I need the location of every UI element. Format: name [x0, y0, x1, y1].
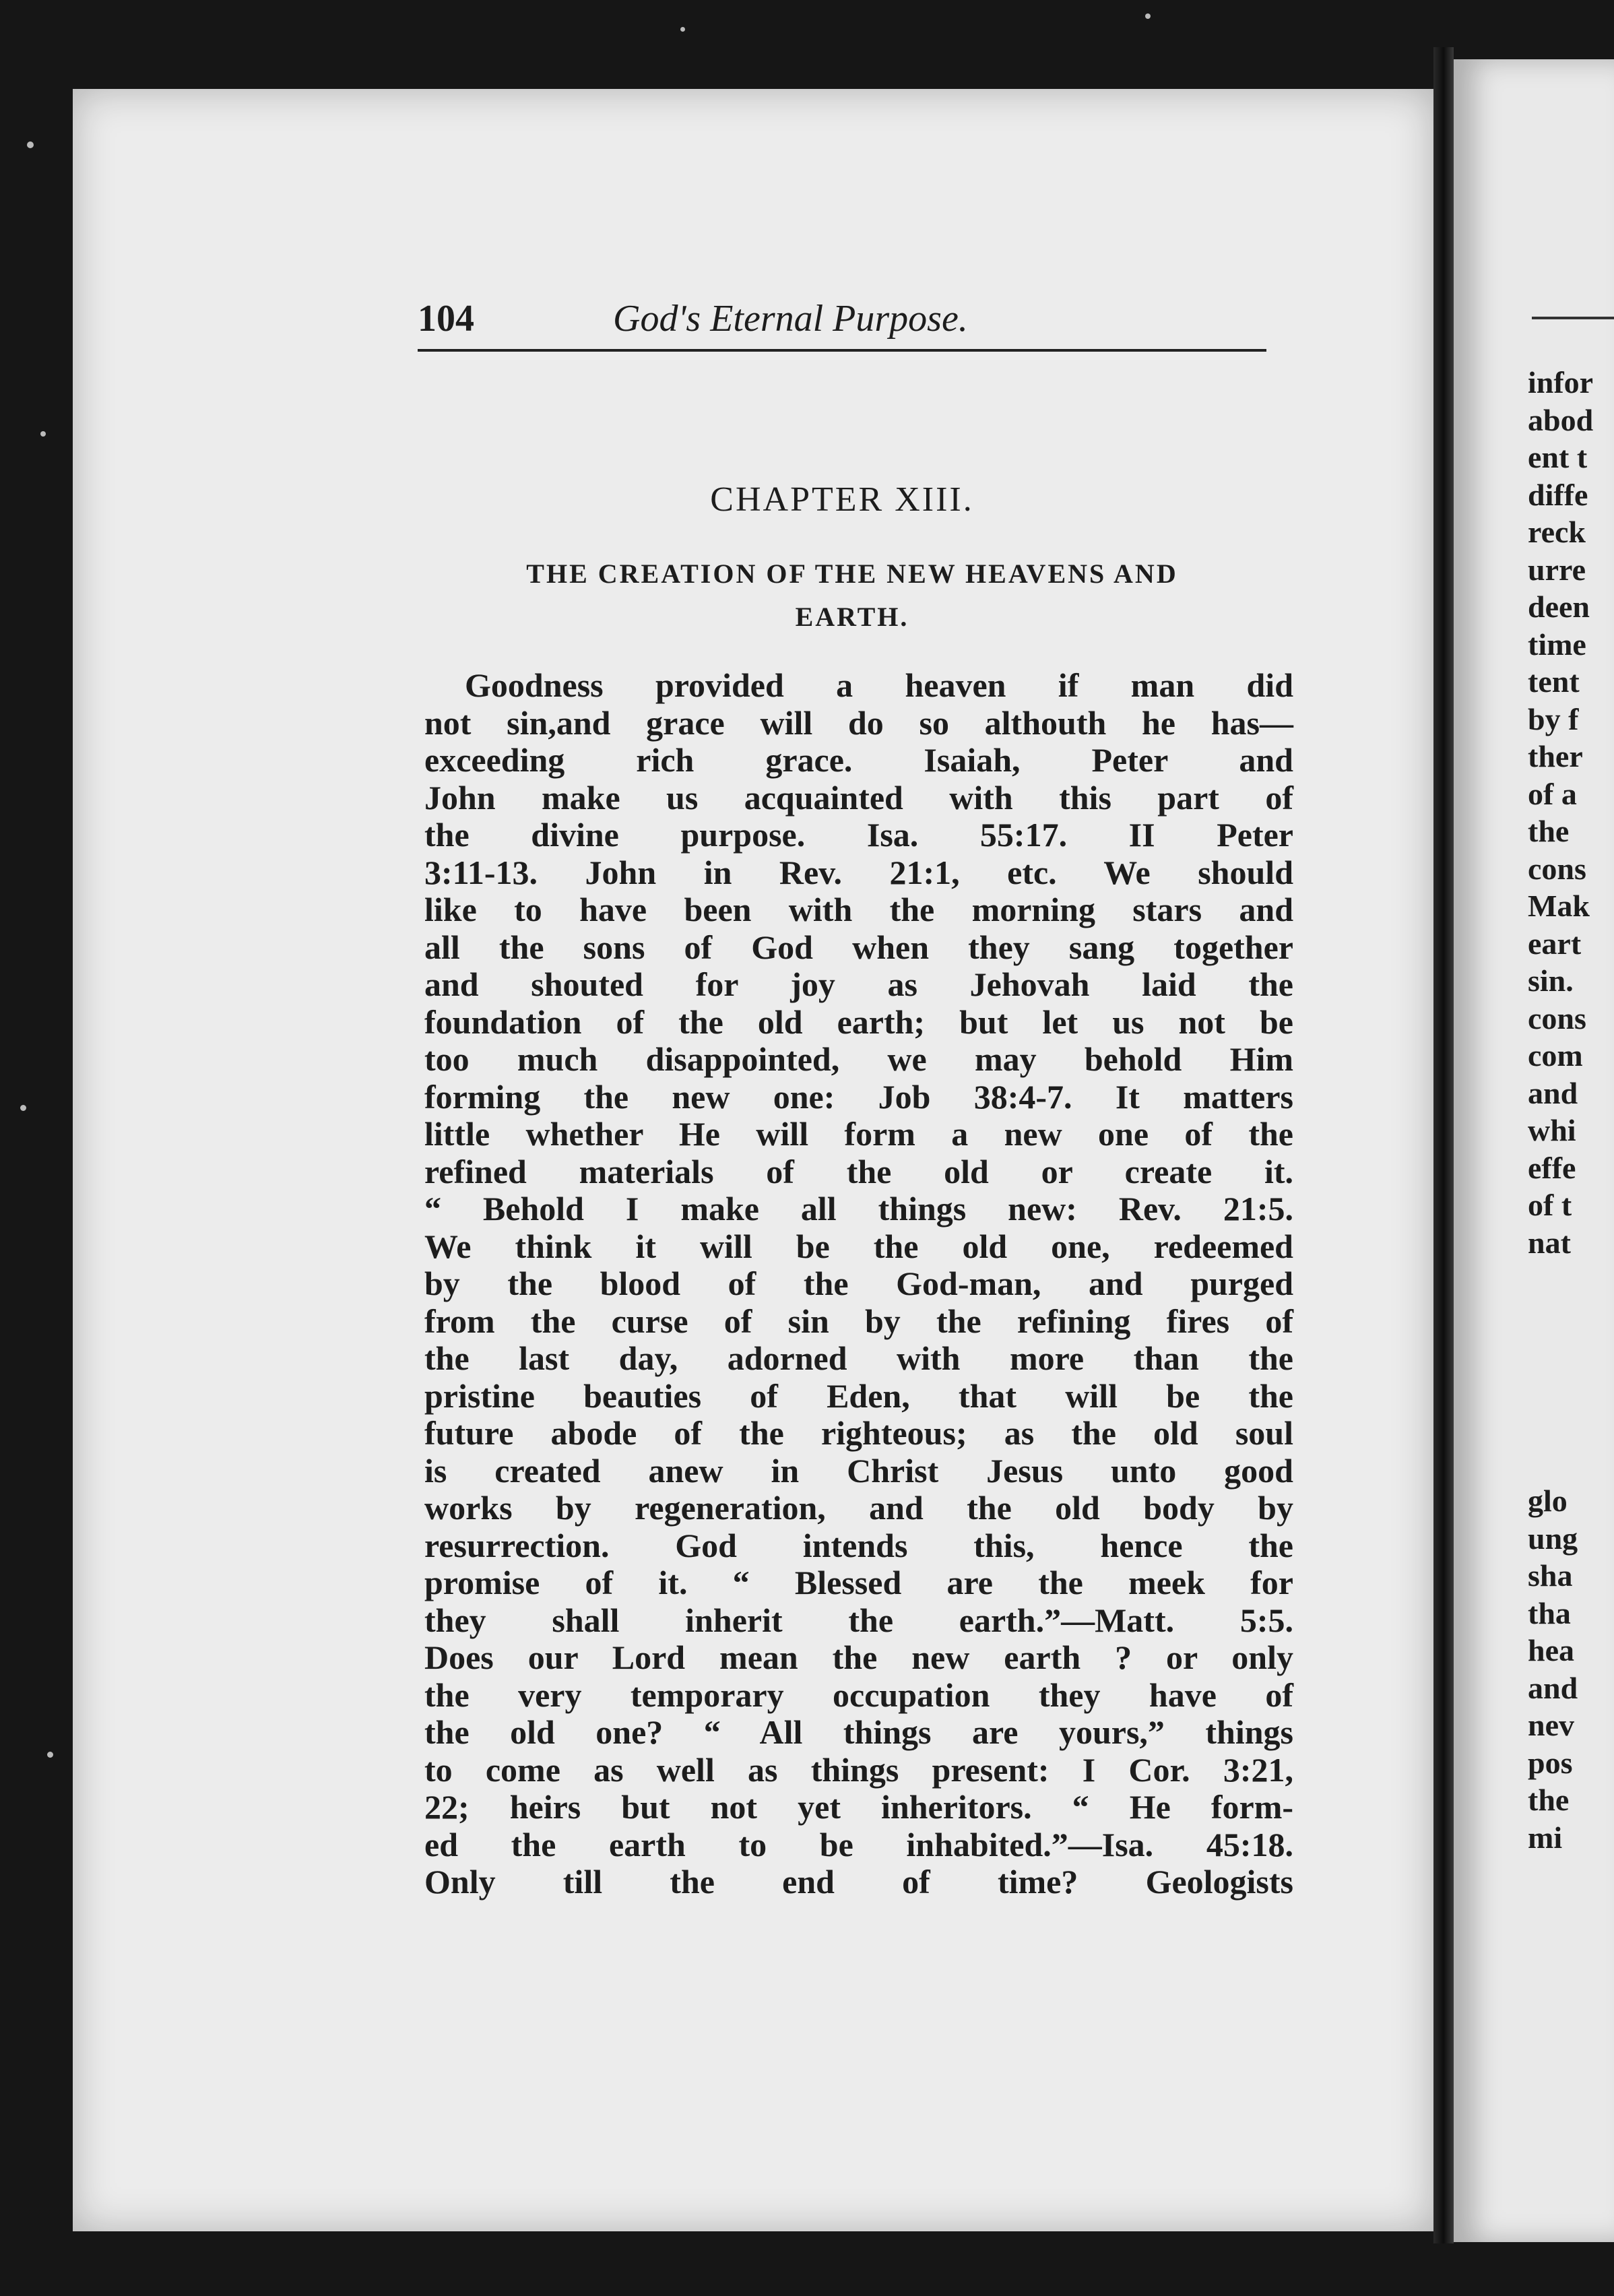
adjacent-line: glo: [1528, 1484, 1568, 1518]
body-line: the old one? “ All things are yours,” things: [424, 1713, 1293, 1751]
body-line: to come as well as things present: I Cor. 3:21,: [424, 1750, 1293, 1789]
adjacent-line: sha: [1528, 1558, 1573, 1593]
adjacent-line: hea: [1528, 1633, 1574, 1667]
adjacent-line: Mak: [1528, 889, 1590, 923]
adjacent-line: tent: [1528, 664, 1580, 699]
film-dust-speck: [680, 27, 685, 32]
adjacent-page-column-top: [1528, 364, 1614, 1261]
adjacent-line: infor: [1528, 365, 1594, 400]
adjacent-line: cons: [1528, 1000, 1586, 1035]
adjacent-line: of a: [1528, 776, 1577, 811]
section-title-line: EARTH.: [795, 602, 909, 632]
section-title: [418, 552, 1287, 639]
page-header: [418, 288, 1266, 352]
body-line: Does our Lord mean the new earth ? or only: [424, 1638, 1293, 1676]
adjacent-line: com: [1528, 1038, 1583, 1073]
body-line: Goodness provided a heaven if man did: [465, 666, 1293, 704]
adjacent-line: ther: [1528, 739, 1583, 773]
body-line: “ Behold I make all things new: Rev. 21:5.: [424, 1190, 1293, 1227]
adjacent-line: whi: [1528, 1113, 1576, 1147]
body-paragraph: [424, 667, 1293, 1901]
adjacent-line: nat: [1528, 1225, 1571, 1260]
body-line: pristine beauties of Eden, that will be the: [424, 1376, 1293, 1415]
adjacent-line: abod: [1528, 402, 1594, 437]
body-line: exceeding rich grace. Isaiah, Peter and: [424, 741, 1293, 779]
adjacent-line: pos: [1528, 1745, 1573, 1780]
body-line: too much disappointed, we may behold Him: [424, 1040, 1293, 1078]
running-title: God's Eternal Purpose.: [613, 298, 968, 340]
body-line: by the blood of the God-man, and purged: [424, 1265, 1293, 1302]
adjacent-line: ung: [1528, 1521, 1578, 1556]
adjacent-line: tha: [1528, 1595, 1571, 1630]
body-line: forming the new one: Job 38:4-7. It matters: [424, 1077, 1293, 1116]
film-dust-speck: [40, 431, 46, 437]
adjacent-line: by f: [1528, 701, 1579, 736]
adjacent-line: deen: [1528, 589, 1590, 624]
body-line: 22; heirs but not yet inheritors. “ He form-: [424, 1788, 1293, 1826]
film-dust-speck: [27, 141, 34, 148]
adjacent-line: the: [1528, 1783, 1570, 1817]
body-line: works by regeneration, and the old body by: [424, 1489, 1293, 1527]
adjacent-line: eart: [1528, 926, 1582, 961]
adjacent-line: of t: [1528, 1188, 1572, 1222]
adjacent-line: sin.: [1528, 963, 1574, 998]
film-dust-speck: [1145, 13, 1151, 19]
adjacent-line: reck: [1528, 515, 1586, 549]
body-line: We think it will be the old one, redeemed: [424, 1227, 1293, 1265]
adjacent-page-header-rule: [1532, 317, 1614, 319]
body-line: ed the earth to be inhabited.”—Isa. 45:18.: [424, 1825, 1293, 1863]
body-line: is created anew in Christ Jesus unto good: [424, 1451, 1293, 1490]
page-number: 104: [418, 298, 474, 340]
film-dust-speck: [47, 1752, 53, 1758]
adjacent-line: and: [1528, 1075, 1578, 1110]
body-line: Only till the end of time? Geologists: [424, 1863, 1293, 1901]
body-line: foundation of the old earth; but let us not be: [424, 1002, 1293, 1041]
adjacent-line: urre: [1528, 552, 1586, 587]
body-line: little whether He will form a new one of the: [424, 1115, 1293, 1153]
body-line: future abode of the righteous; as the old soul: [424, 1414, 1293, 1452]
body-line: John make us acquainted with this part of: [424, 778, 1293, 817]
adjacent-page-column-bottom: [1528, 1482, 1614, 1856]
body-line: 3:11-13. John in Rev. 21:1, etc. We should: [424, 853, 1293, 891]
body-line: the very temporary occupation they have of: [424, 1676, 1293, 1714]
adjacent-line: diffe: [1528, 477, 1588, 512]
body-line: the divine purpose. Isa. 55:17. II Peter: [424, 816, 1293, 854]
body-line: not sin,and grace will do so althouth he has—: [424, 703, 1293, 742]
body-line: refined materials of the old or create it.: [424, 1152, 1293, 1190]
section-title-line: THE CREATION OF THE NEW HEAVENS AND: [526, 559, 1178, 589]
body-line: they shall inherit the earth.”—Matt. 5:5.: [424, 1601, 1293, 1639]
film-dust-speck: [20, 1105, 26, 1111]
body-line: promise of it. “ Blessed are the meek for: [424, 1564, 1293, 1601]
adjacent-line: ent t: [1528, 440, 1588, 474]
adjacent-line: time: [1528, 627, 1586, 662]
adjacent-line: nev: [1528, 1708, 1574, 1742]
body-line: the last day, adorned with more than the: [424, 1339, 1293, 1377]
chapter-title: CHAPTER XIII.: [710, 480, 974, 519]
body-line: resurrection. God intends this, hence the: [424, 1526, 1293, 1564]
body-line: all the sons of God when they sang together: [424, 928, 1293, 966]
body-line: like to have been with the morning stars and: [424, 891, 1293, 928]
adjacent-line: the: [1528, 814, 1570, 848]
body-line: from the curse of sin by the refining fires of: [424, 1302, 1293, 1340]
adjacent-line: effe: [1528, 1150, 1576, 1185]
adjacent-line: mi: [1528, 1820, 1563, 1855]
adjacent-line: and: [1528, 1670, 1578, 1705]
adjacent-line: cons: [1528, 851, 1586, 886]
book-gutter: [1433, 47, 1454, 2243]
body-line: and shouted for joy as Jehovah laid the: [424, 965, 1293, 1003]
